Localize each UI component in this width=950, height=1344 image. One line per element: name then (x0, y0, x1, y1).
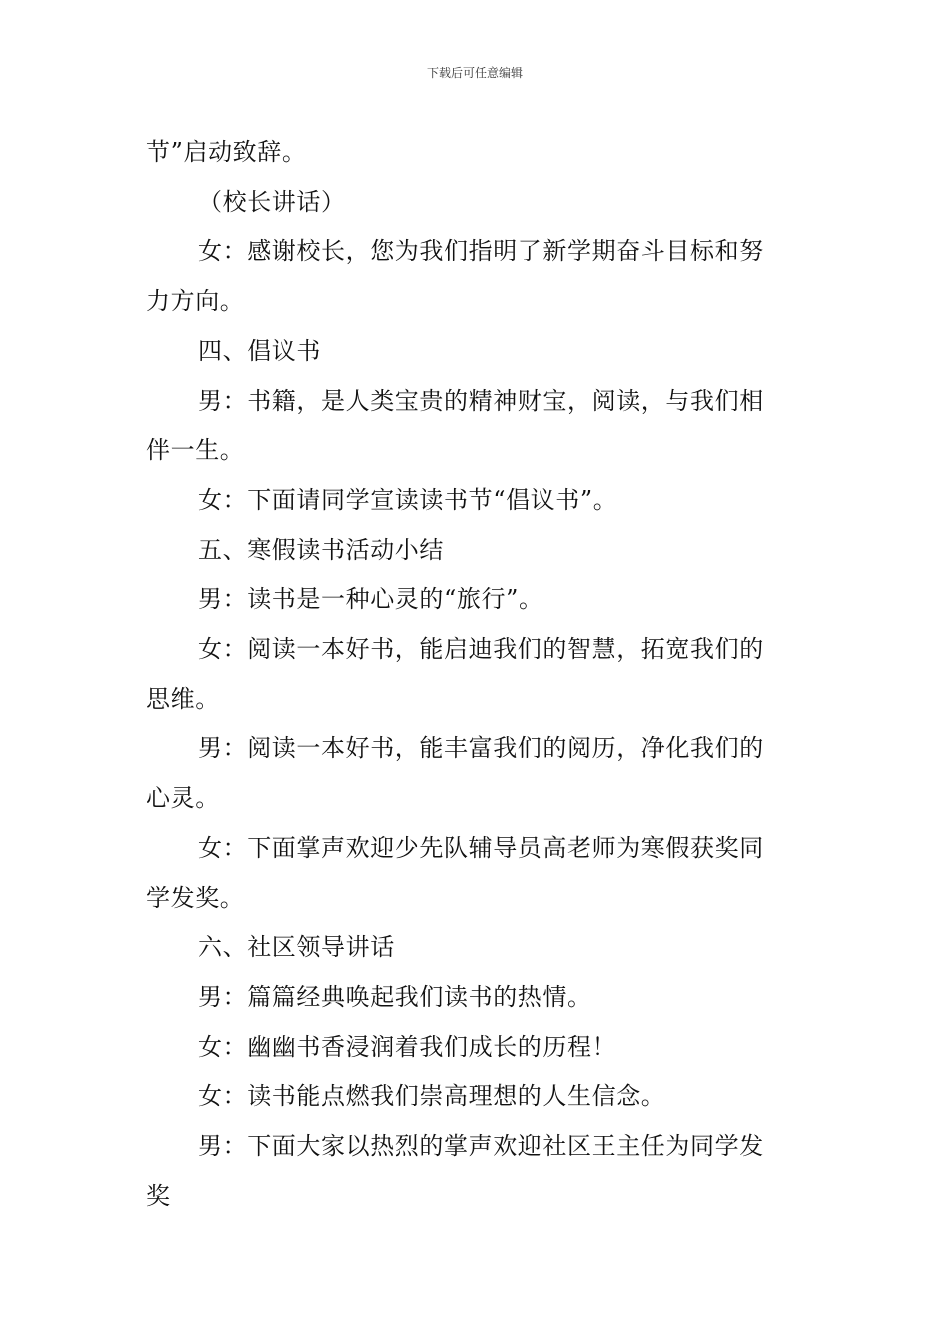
text-line: 伴一生。 (146, 436, 245, 465)
text-line: 男：书籍，是人类宝贵的精神财宝，阅读，与我们相 (198, 386, 764, 415)
text-line: 男：阅读一本好书，能丰富我们的阅历，净化我们的 (198, 734, 764, 763)
text-line: （校长讲话） (198, 187, 346, 216)
text-line: 奖 (146, 1181, 171, 1210)
text-line: 女：下面请同学宣读读书节“倡议书”。 (198, 485, 618, 514)
text-line: 女：幽幽书香浸润着我们成长的历程！ (198, 1032, 617, 1061)
text-line: 女：读书能点燃我们崇高理想的人生信念。 (198, 1082, 666, 1111)
text-line: 男：下面大家以热烈的掌声欢迎社区王主任为同学发 (198, 1132, 764, 1161)
document-body (146, 128, 814, 1221)
text-line: 节”启动致辞。 (146, 138, 307, 166)
text-line: 心灵。 (146, 784, 220, 813)
text-line: 女：阅读一本好书，能启迪我们的智慧，拓宽我们的 (198, 635, 764, 664)
text-line: 学发奖。 (146, 883, 245, 912)
section-heading: 五、寒假读书活动小结 (198, 535, 444, 564)
text-line: 女：感谢校长，您为我们指明了新学期奋斗目标和努 (198, 237, 764, 266)
page-header: 下载后可任意编辑 (426, 66, 523, 80)
section-heading: 四、倡议书 (198, 336, 321, 365)
text-line: 男：读书是一种心灵的“旅行”。 (198, 585, 544, 614)
section-heading: 六、社区领导讲话 (198, 933, 395, 962)
text-line: 男：篇篇经典唤起我们读书的热情。 (198, 982, 592, 1011)
text-line: 思维。 (146, 684, 220, 713)
text-line: 女：下面掌声欢迎少先队辅导员高老师为寒假获奖同 (198, 833, 764, 862)
text-line: 力方向。 (146, 287, 245, 316)
